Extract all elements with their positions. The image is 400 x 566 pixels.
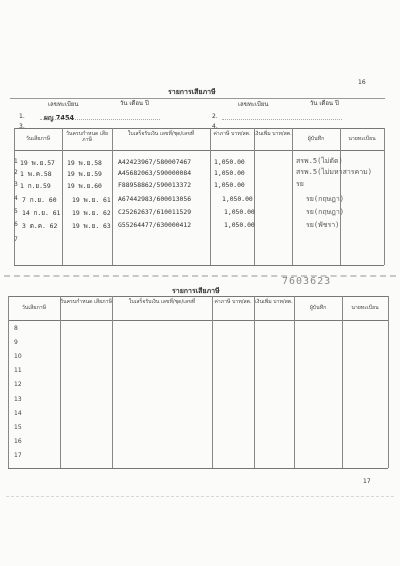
col-header: ผู้บันทึก [307,136,325,142]
paid-date: 3 ต.ค. 62 [22,222,58,230]
due-date: 19 พ.ย.59 [67,170,102,178]
recorder: รย [296,180,304,188]
paid-date: 7 ก.ย. 60 [22,196,57,204]
col-header: นายทะเบียน [348,136,376,142]
row-number: 1 [14,158,18,165]
row-number: 2 [14,169,18,176]
due-date: 19 พ.ย. 62 [72,209,111,217]
col-header: ใบเสร็จรับเงิน เลขที่/ชุด/เลขที่ [127,131,195,137]
recorder: สรพ.5(ไม่มหาสารคาม) [296,168,372,176]
due-date: 19 พ.ย. 63 [72,222,111,230]
entry-num: 1. [19,113,25,120]
date-header-right: วัน เดือน ปี [310,100,339,107]
col-header: ค่าภาษี บาท/สต. [214,299,252,305]
tax-amount: 1,050.00 [224,208,255,216]
recorder: รย(กฤษฎา) [306,208,345,216]
barcode-number: 7603623 [282,276,332,287]
col-header: เงินเพิ่ม บาท/สต. [254,131,292,137]
page-title-top: รายการเสียภาษี [168,88,216,96]
due-date: 19 พ.ย. 61 [72,196,111,204]
page-number-top: 16 [358,79,366,86]
tax-amount: 1,050.00 [222,195,253,203]
row-number: 15 [14,424,22,431]
col-header: ใบเสร็จรับเงิน เลขที่/ชุด/เลขที่ [128,299,196,305]
col-header: ค่าภาษี บาท/สต. [213,131,251,137]
paid-date: 1 พ.ค.58 [20,170,52,178]
license-plate: ผญ 7454 [44,114,75,122]
tax-amount: 1,050.00 [214,169,245,177]
row-number: 12 [14,381,22,388]
row-number: 4 [14,195,18,202]
tax-amount: 1,050.00 [224,221,255,229]
row-number: 3 [14,181,18,188]
paid-date: 14 ก.ย. 61 [22,209,61,217]
date-header-left: วัน เดือน ปี [120,100,149,107]
row-number: 9 [14,339,18,346]
row-number: 11 [14,367,22,374]
recorder: สรพ.5(ไม่ตัด) [296,157,343,165]
scan-edge [6,496,394,497]
entry-num: 2. [212,113,218,120]
receipt-no: A67442983/600013056 [118,195,192,203]
row-number: 16 [14,438,22,445]
row-number: 10 [14,353,22,360]
col-header: วันเสียภาษี [21,305,47,311]
recorder: รย(กฤษฎา) [306,195,345,203]
receipt-no: F88958862/590013372 [118,181,192,189]
receipt-no: G55264477/630000412 [118,221,192,229]
reg-header-left: เลขทะเบียน [48,101,79,108]
paid-date: 19 พ.ย.57 [20,159,55,167]
row-number: 13 [14,396,22,403]
recorder: รย(พัชรา) [306,221,340,229]
tax-amount: 1,050.00 [214,181,245,189]
page-title-bottom: รายการเสียภาษี [172,287,220,295]
row-number: 6 [14,221,18,228]
receipt-no: A45682063/590000084 [118,169,192,177]
col-header: ผู้บันทึก [309,305,327,311]
col-header: นายทะเบียน [351,305,379,311]
reg-header-right: เลขทะเบียน [238,101,269,108]
receipt-no: A42423967/580007467 [118,158,192,166]
col-header: เงินเพิ่ม บาท/สต. [255,299,293,305]
due-date: 19 พ.ย.60 [67,182,102,190]
entry-num: 3. [19,123,25,130]
paid-date: 1 ก.ย.59 [20,182,51,190]
entry-num: 4. [212,123,218,130]
page-number-bottom: 17 [363,478,371,485]
receipt-no: C25262637/610011529 [118,208,192,216]
page-divider [4,275,396,277]
col-header: วันครบกำหนด เสียภาษี [60,299,112,305]
row-number: 17 [14,452,22,459]
col-header: วันครบกำหนด เสียภาษี [65,131,109,144]
row-number: 8 [14,325,18,332]
row-number: 5 [14,208,18,215]
row-number: 7 [14,236,18,243]
tax-amount: 1,050.00 [214,158,245,166]
col-header: วันเสียภาษี [25,136,51,142]
row-number: 14 [14,410,22,417]
due-date: 19 พ.ย.58 [67,159,102,167]
